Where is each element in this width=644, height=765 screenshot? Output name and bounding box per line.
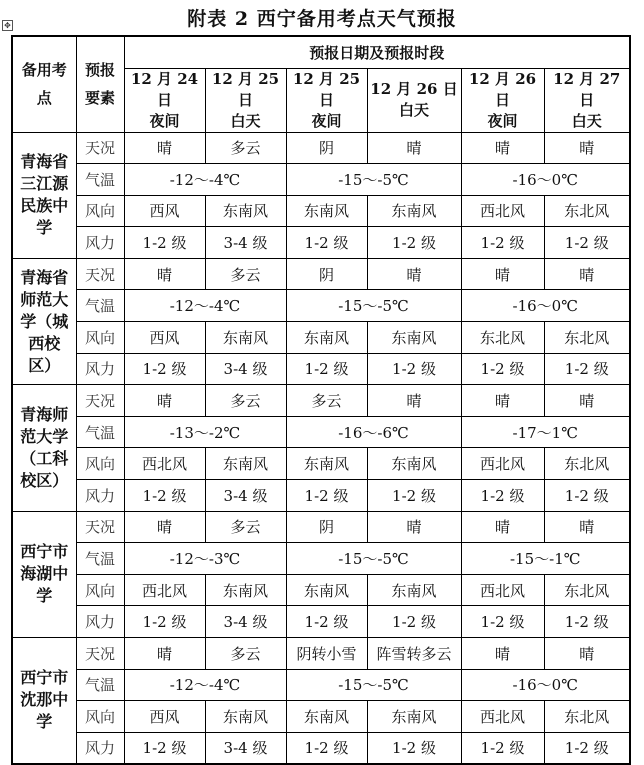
sky-cell: 阴 xyxy=(286,132,367,164)
sky-cell: 晴 xyxy=(544,511,630,543)
wind-force-cell: 3-4 级 xyxy=(205,606,286,638)
table-row xyxy=(12,511,630,543)
wind-dir-cell: 东南风 xyxy=(367,701,461,733)
table-row xyxy=(12,132,630,164)
forecast-table xyxy=(11,35,631,765)
wind-dir-cell: 东北风 xyxy=(544,195,630,227)
sky-cell: 晴 xyxy=(367,132,461,164)
wind-force-cell: 3-4 级 xyxy=(205,732,286,764)
wind-force-cell: 1-2 级 xyxy=(544,227,630,259)
element-label: 天况 xyxy=(76,385,124,417)
table-row xyxy=(12,701,630,733)
wind-dir-cell: 西北风 xyxy=(124,574,205,606)
sky-cell: 阴转小雪 xyxy=(286,638,367,670)
wind-force-cell: 1-2 级 xyxy=(544,480,630,512)
wind-dir-cell: 东北风 xyxy=(544,701,630,733)
temp-cell: -12～-4℃ xyxy=(124,164,286,196)
header-period-5 xyxy=(461,68,544,132)
site-name: 西宁市沈那中学 xyxy=(12,638,76,764)
wind-dir-cell: 东北风 xyxy=(544,448,630,480)
wind-force-cell: 1-2 级 xyxy=(367,353,461,385)
table-row xyxy=(12,574,630,606)
table-row xyxy=(12,258,630,290)
period-date: 12 月 25 日 xyxy=(211,69,280,109)
sky-cell: 晴 xyxy=(124,385,205,417)
element-label: 风向 xyxy=(76,701,124,733)
element-label: 气温 xyxy=(76,290,124,322)
table-row xyxy=(12,638,630,670)
sky-cell: 晴 xyxy=(124,511,205,543)
wind-force-cell: 1-2 级 xyxy=(124,480,205,512)
element-label: 风力 xyxy=(76,732,124,764)
wind-force-cell: 1-2 级 xyxy=(124,732,205,764)
wind-force-cell: 1-2 级 xyxy=(461,480,544,512)
element-label: 风向 xyxy=(76,574,124,606)
header-site: 备用考点 xyxy=(12,36,76,132)
temp-cell: -12～-4℃ xyxy=(124,290,286,322)
wind-dir-cell: 东南风 xyxy=(367,448,461,480)
wind-dir-cell: 东南风 xyxy=(286,574,367,606)
header-forecast-span: 预报日期及预报时段 xyxy=(124,36,630,68)
header-period-1 xyxy=(124,68,205,132)
wind-dir-cell: 东南风 xyxy=(286,195,367,227)
header-period-4 xyxy=(367,68,461,132)
wind-force-cell: 1-2 级 xyxy=(286,353,367,385)
table-row xyxy=(12,322,630,354)
header-period-6 xyxy=(544,68,630,132)
element-label: 天况 xyxy=(76,258,124,290)
wind-force-cell: 1-2 级 xyxy=(286,732,367,764)
wind-dir-cell: 西北风 xyxy=(461,195,544,227)
period-time: 白天 xyxy=(398,101,429,119)
wind-force-cell: 1-2 级 xyxy=(461,353,544,385)
sky-cell: 多云 xyxy=(286,385,367,417)
element-label: 风向 xyxy=(76,322,124,354)
element-label: 风向 xyxy=(76,195,124,227)
period-time: 夜间 xyxy=(311,111,342,130)
element-label: 气温 xyxy=(76,543,124,575)
wind-force-cell: 1-2 级 xyxy=(544,353,630,385)
wind-force-cell: 1-2 级 xyxy=(367,732,461,764)
table-row xyxy=(12,195,630,227)
wind-dir-cell: 西北风 xyxy=(461,574,544,606)
wind-force-cell: 1-2 级 xyxy=(286,480,367,512)
sky-cell: 多云 xyxy=(205,132,286,164)
sky-cell: 多云 xyxy=(205,385,286,417)
sky-cell: 晴 xyxy=(367,258,461,290)
sky-cell: 晴 xyxy=(544,638,630,670)
sky-cell: 晴 xyxy=(124,132,205,164)
temp-cell: -13～-2℃ xyxy=(124,416,286,448)
element-label: 风力 xyxy=(76,480,124,512)
sky-cell: 阴 xyxy=(286,511,367,543)
wind-dir-cell: 东南风 xyxy=(367,195,461,227)
site-name: 青海师范大学（工科校区） xyxy=(12,385,76,511)
wind-dir-cell: 东南风 xyxy=(205,322,286,354)
site-name: 青海省师范大学（城西校区） xyxy=(12,258,76,384)
temp-cell: -15～-5℃ xyxy=(286,669,461,701)
table-row xyxy=(12,606,630,638)
sky-cell: 阵雪转多云 xyxy=(367,638,461,670)
table-row xyxy=(12,385,630,417)
period-date: 12 月 26 日 xyxy=(468,69,537,109)
sky-cell: 晴 xyxy=(367,511,461,543)
wind-dir-cell: 西北风 xyxy=(124,448,205,480)
element-label: 天况 xyxy=(76,511,124,543)
sky-cell: 多云 xyxy=(205,638,286,670)
period-date: 12 月 24 日 xyxy=(130,69,199,109)
wind-force-cell: 1-2 级 xyxy=(461,227,544,259)
wind-dir-cell: 西风 xyxy=(124,195,205,227)
wind-force-cell: 3-4 级 xyxy=(205,353,286,385)
wind-dir-cell: 东北风 xyxy=(544,574,630,606)
sky-cell: 晴 xyxy=(544,385,630,417)
wind-dir-cell: 西北风 xyxy=(461,448,544,480)
wind-force-cell: 1-2 级 xyxy=(124,353,205,385)
wind-dir-cell: 东南风 xyxy=(286,701,367,733)
table-row xyxy=(12,416,630,448)
table-row xyxy=(12,353,630,385)
wind-force-cell: 3-4 级 xyxy=(205,480,286,512)
wind-force-cell: 1-2 级 xyxy=(544,606,630,638)
header-element: 预报要素 xyxy=(76,36,124,132)
table-row xyxy=(12,543,630,575)
element-label: 风力 xyxy=(76,606,124,638)
table-row xyxy=(12,480,630,512)
wind-dir-cell: 东南风 xyxy=(367,322,461,354)
wind-force-cell: 1-2 级 xyxy=(367,227,461,259)
sky-cell: 多云 xyxy=(205,258,286,290)
wind-force-cell: 1-2 级 xyxy=(461,732,544,764)
element-label: 风力 xyxy=(76,227,124,259)
element-label: 风力 xyxy=(76,353,124,385)
temp-cell: -15～-5℃ xyxy=(286,290,461,322)
wind-dir-cell: 东北风 xyxy=(461,322,544,354)
header-period-2 xyxy=(205,68,286,132)
wind-dir-cell: 西风 xyxy=(124,322,205,354)
period-date: 12 月 25 日 xyxy=(292,69,361,109)
temp-cell: -12～-4℃ xyxy=(124,669,286,701)
sky-cell: 晴 xyxy=(461,258,544,290)
temp-cell: -15～-5℃ xyxy=(286,543,461,575)
temp-cell: -15～-1℃ xyxy=(461,543,630,575)
header-period-3 xyxy=(286,68,367,132)
sky-cell: 晴 xyxy=(124,258,205,290)
move-anchor-icon[interactable]: ✥ xyxy=(2,20,13,31)
element-label: 气温 xyxy=(76,416,124,448)
wind-dir-cell: 东南风 xyxy=(286,448,367,480)
element-label: 天况 xyxy=(76,638,124,670)
wind-force-cell: 1-2 级 xyxy=(367,480,461,512)
element-label: 气温 xyxy=(76,164,124,196)
sky-cell: 晴 xyxy=(544,132,630,164)
sky-cell: 多云 xyxy=(205,511,286,543)
period-time: 夜间 xyxy=(487,111,518,130)
element-label: 气温 xyxy=(76,669,124,701)
table-row xyxy=(12,290,630,322)
temp-cell: -17～1℃ xyxy=(461,416,630,448)
wind-dir-cell: 西北风 xyxy=(461,701,544,733)
table-row xyxy=(12,669,630,701)
sky-cell: 晴 xyxy=(461,385,544,417)
sky-cell: 晴 xyxy=(461,638,544,670)
temp-cell: -16～0℃ xyxy=(461,669,630,701)
site-name: 青海省三江源民族中学 xyxy=(12,132,76,258)
wind-force-cell: 1-2 级 xyxy=(461,606,544,638)
wind-dir-cell: 东南风 xyxy=(205,448,286,480)
temp-cell: -16～0℃ xyxy=(461,290,630,322)
temp-cell: -16～-6℃ xyxy=(286,416,461,448)
page-title: 附表 2 西宁备用考点天气预报 xyxy=(187,8,457,30)
period-time: 夜间 xyxy=(149,111,180,130)
period-date: 12 月 27 日 xyxy=(553,69,621,109)
table-row xyxy=(12,164,630,196)
table-row xyxy=(12,732,630,764)
sky-cell: 晴 xyxy=(124,638,205,670)
wind-force-cell: 1-2 级 xyxy=(367,606,461,638)
period-date: 12 月 26 日 xyxy=(370,80,458,98)
element-label: 天况 xyxy=(76,132,124,164)
wind-dir-cell: 东南风 xyxy=(205,574,286,606)
table-row xyxy=(12,227,630,259)
sky-cell: 晴 xyxy=(544,258,630,290)
wind-force-cell: 3-4 级 xyxy=(205,227,286,259)
wind-force-cell: 1-2 级 xyxy=(544,732,630,764)
sky-cell: 晴 xyxy=(367,385,461,417)
wind-force-cell: 1-2 级 xyxy=(286,606,367,638)
sky-cell: 晴 xyxy=(461,511,544,543)
element-label: 风向 xyxy=(76,448,124,480)
wind-dir-cell: 东南风 xyxy=(367,574,461,606)
sky-cell: 阴 xyxy=(286,258,367,290)
wind-force-cell: 1-2 级 xyxy=(124,227,205,259)
sky-cell: 晴 xyxy=(461,132,544,164)
wind-force-cell: 1-2 级 xyxy=(286,227,367,259)
period-time: 白天 xyxy=(571,111,602,130)
site-name: 西宁市海湖中学 xyxy=(12,511,76,637)
temp-cell: -12～-3℃ xyxy=(124,543,286,575)
temp-cell: -15～-5℃ xyxy=(286,164,461,196)
temp-cell: -16～0℃ xyxy=(461,164,630,196)
wind-dir-cell: 西风 xyxy=(124,701,205,733)
wind-force-cell: 1-2 级 xyxy=(124,606,205,638)
table-row xyxy=(12,448,630,480)
wind-dir-cell: 东北风 xyxy=(544,322,630,354)
wind-dir-cell: 东南风 xyxy=(205,195,286,227)
wind-dir-cell: 东南风 xyxy=(205,701,286,733)
wind-dir-cell: 东南风 xyxy=(286,322,367,354)
period-time: 白天 xyxy=(230,111,261,130)
